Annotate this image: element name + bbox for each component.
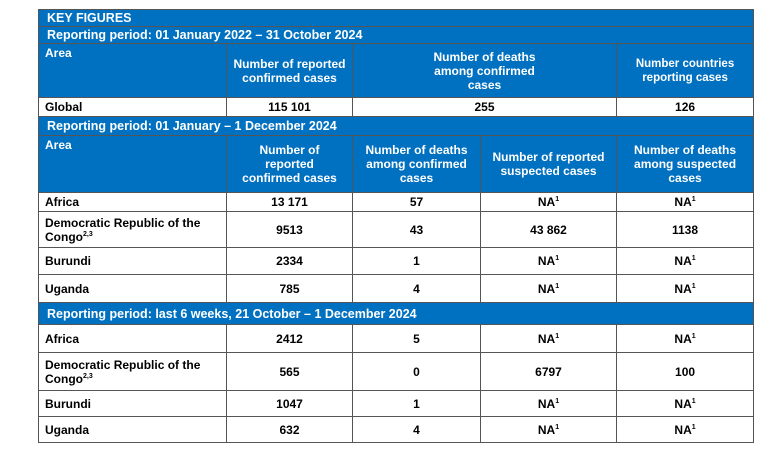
confirmed-cell-text: 2412 (276, 331, 303, 346)
confirmed-cell (227, 391, 353, 417)
area-cell (39, 248, 227, 275)
suspected-cell-text: NA (537, 396, 556, 411)
deaths-confirmed-cell-text: 1 (413, 396, 420, 411)
area-cell-text: Uganda (45, 281, 90, 296)
confirmed-cell (227, 275, 353, 303)
suspected-cell-footnote: 1 (555, 196, 560, 203)
section2-header-suspected (481, 136, 617, 193)
deaths-suspected-cell-text: NA (674, 195, 692, 209)
area-cell-text: Democratic Republic of the Congo (45, 357, 201, 386)
deaths-suspected-cell-text: 100 (675, 364, 696, 379)
deaths-suspected-cell (617, 248, 754, 275)
deaths-confirmed-cell-text: 4 (413, 422, 420, 437)
deaths-confirmed-cell-text: 43 (409, 222, 424, 237)
area-cell (39, 417, 227, 443)
confirmed-cell (227, 353, 353, 391)
deaths-suspected-cell (617, 417, 754, 443)
deaths-suspected-cell (617, 391, 754, 417)
deaths-confirmed-cell-text: 0 (413, 364, 420, 379)
suspected-cell (481, 193, 617, 212)
deaths-suspected-cell-footnote: 1 (691, 332, 696, 340)
section2-rows (39, 193, 754, 303)
suspected-cell-footnote: 1 (555, 255, 560, 262)
confirmed-cell (227, 212, 353, 248)
table-row (39, 417, 754, 443)
confirmed-cell-text: 9513 (276, 222, 303, 237)
confirmed-cell-text: 632 (279, 422, 300, 437)
area-cell-text: Burundi (45, 254, 91, 268)
deaths-confirmed-cell (353, 353, 481, 391)
deaths-suspected-cell (617, 275, 754, 303)
suspected-cell-footnote: 1 (555, 282, 560, 290)
area-cell (39, 193, 227, 212)
suspected-cell-text: NA (537, 254, 556, 268)
deaths-suspected-cell-text: NA (674, 331, 692, 346)
deaths-suspected-cell-footnote: 1 (691, 282, 696, 290)
suspected-cell (481, 248, 617, 275)
section2-header-deaths-confirmed: Number of deaths among confirmed cases (353, 136, 481, 193)
section2-header-area: Area (39, 136, 227, 193)
deaths-confirmed-cell-text: 4 (413, 281, 420, 296)
suspected-cell-text: NA (537, 281, 556, 296)
suspected-cell (481, 353, 617, 391)
confirmed-cell (227, 193, 353, 212)
area-cell: Global (39, 98, 227, 117)
section1-header-countries (617, 44, 754, 98)
deaths-confirmed-cell (353, 325, 481, 353)
deaths-suspected-cell-footnote: 1 (691, 423, 696, 431)
deaths-suspected-cell-footnote: 1 (691, 397, 696, 405)
deaths-confirmed-cell-text: 57 (409, 195, 424, 209)
area-cell (39, 275, 227, 303)
deaths-suspected-cell (617, 353, 754, 391)
area-cell (39, 325, 227, 353)
deaths-suspected-cell (617, 193, 754, 212)
deaths-confirmed-cell (353, 417, 481, 443)
deaths-cell: 255 (353, 98, 617, 117)
area-cell-text: Africa (45, 331, 80, 346)
deaths-suspected-cell-text: 1138 (672, 222, 699, 237)
suspected-cell-text: NA (537, 331, 556, 346)
section2-header-confirmed-text: Number of reported confirmed cases (242, 143, 337, 185)
table-row (39, 391, 754, 417)
section1-header-area: Area (39, 44, 227, 98)
deaths-suspected-cell-text: NA (674, 254, 692, 268)
suspected-cell (481, 212, 617, 248)
area-cell-text: Uganda (45, 422, 90, 437)
section1-header-deaths (353, 44, 617, 98)
confirmed-cell-text: 565 (279, 364, 300, 379)
section2-header-suspected-text: Number of reported suspected cases (492, 150, 605, 178)
suspected-cell-text: NA (537, 422, 556, 437)
section2-header-deaths-suspected: Number of deaths among suspected cases (617, 136, 754, 193)
confirmed-cell-text: 13 171 (271, 195, 308, 209)
deaths-confirmed-cell (353, 212, 481, 248)
suspected-cell-text: 6797 (535, 364, 562, 379)
suspected-cell-text: 43 862 (530, 222, 567, 237)
table-row (39, 193, 754, 212)
suspected-cell (481, 417, 617, 443)
section1-period: Reporting period: 01 January 2022 – 31 October 2024 (39, 27, 754, 44)
table-row (39, 212, 754, 248)
deaths-suspected-cell-text: NA (674, 281, 692, 296)
section3-period: Reporting period: last 6 weeks, 21 October – 1 December 2024 (39, 303, 754, 325)
table-row (39, 275, 754, 303)
countries-cell: 126 (617, 98, 754, 117)
section2-header-confirmed (227, 136, 353, 193)
area-cell-text: Burundi (45, 396, 91, 411)
area-cell-text: Democratic Republic of the Congo (45, 215, 201, 244)
section2-period: Reporting period: 01 January – 1 December 2024 (39, 117, 754, 136)
deaths-confirmed-cell (353, 193, 481, 212)
suspected-cell-footnote: 1 (555, 423, 560, 431)
confirmed-cell-text: 1047 (276, 396, 303, 411)
confirmed-cell (227, 325, 353, 353)
deaths-confirmed-cell-text: 1 (413, 254, 420, 268)
table-title: KEY FIGURES (39, 10, 754, 27)
deaths-suspected-cell-text: NA (674, 422, 692, 437)
deaths-confirmed-cell (353, 275, 481, 303)
table-row (39, 248, 754, 275)
deaths-confirmed-cell-text: 5 (413, 331, 420, 346)
area-cell (39, 212, 227, 248)
deaths-suspected-cell (617, 212, 754, 248)
cases-cell: 115 101 (227, 98, 353, 117)
suspected-cell (481, 391, 617, 417)
confirmed-cell-text: 2334 (276, 254, 303, 268)
deaths-confirmed-cell (353, 248, 481, 275)
deaths-confirmed-cell (353, 391, 481, 417)
suspected-cell (481, 275, 617, 303)
deaths-suspected-cell-footnote: 1 (691, 196, 696, 203)
deaths-suspected-cell (617, 325, 754, 353)
area-cell-footnote: 2,3 (83, 372, 93, 380)
confirmed-cell (227, 248, 353, 275)
table-row (39, 98, 754, 117)
suspected-cell-footnote: 1 (555, 332, 560, 340)
section1-header-countries-text: Number countries reporting cases (635, 57, 735, 84)
area-cell-text: Africa (45, 195, 80, 209)
key-figures-table (38, 9, 754, 443)
table-row (39, 325, 754, 353)
area-cell (39, 353, 227, 391)
area-cell (39, 391, 227, 417)
section1-header-cases: Number of reported confirmed cases (227, 44, 353, 98)
suspected-cell (481, 325, 617, 353)
suspected-cell-footnote: 1 (555, 397, 560, 405)
section1-header-deaths-text: Number of deaths among confirmed cases (433, 49, 536, 92)
confirmed-cell (227, 417, 353, 443)
area-cell-footnote: 2,3 (83, 230, 93, 238)
confirmed-cell-text: 785 (279, 281, 300, 296)
suspected-cell-text: NA (537, 195, 556, 209)
deaths-suspected-cell-text: NA (674, 396, 692, 411)
table-row (39, 353, 754, 391)
deaths-suspected-cell-footnote: 1 (691, 255, 696, 262)
section3-rows (39, 325, 754, 443)
